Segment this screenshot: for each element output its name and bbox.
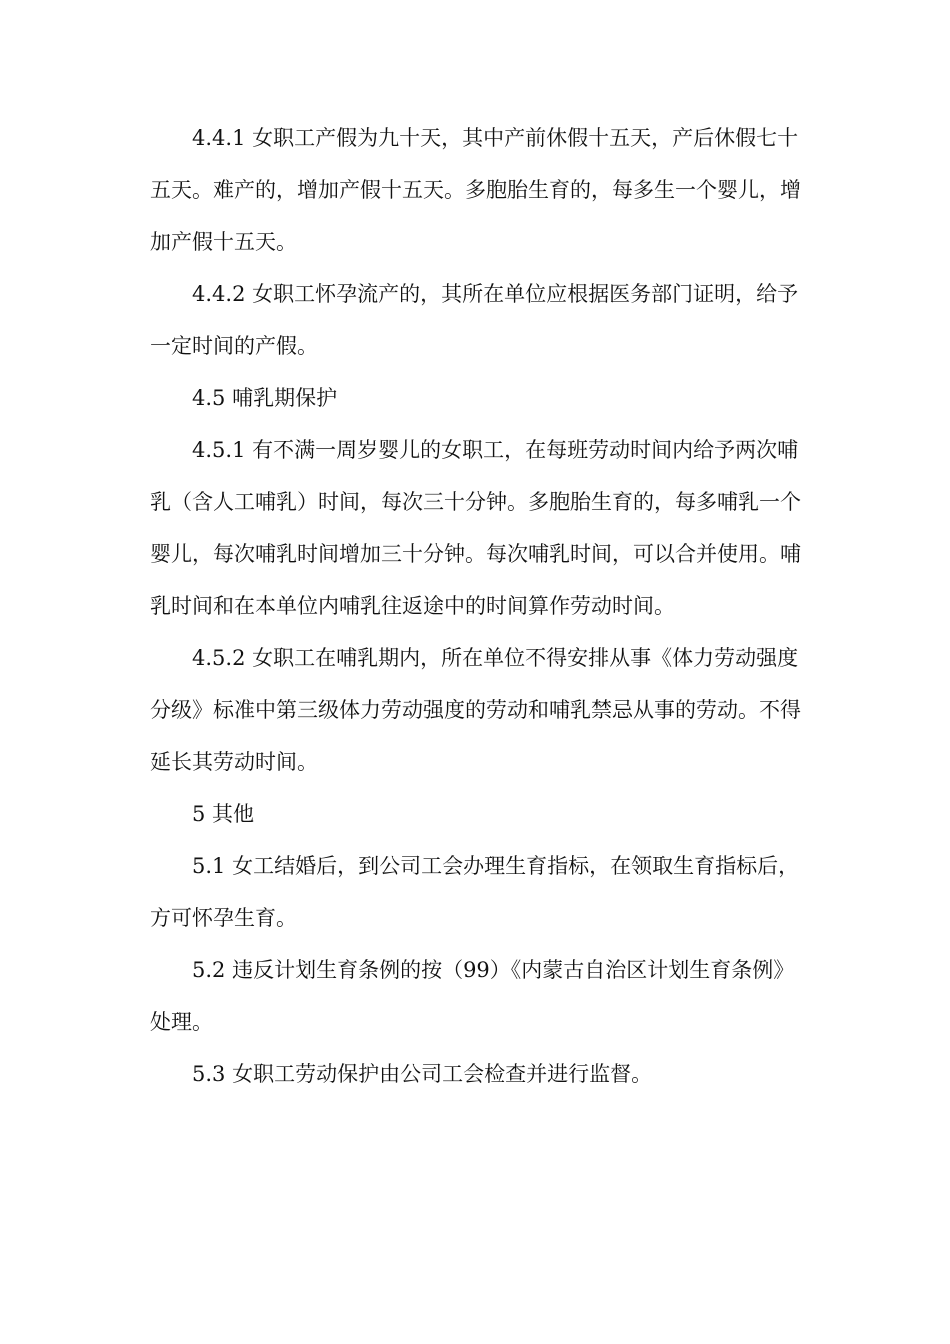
paragraph-4-5-2: 4.5.2 女职工在哺乳期内，所在单位不得安排从事《体力劳动强度分级》标准中第三级体力劳动强度的劳动和哺乳禁忌从事的劳动。不得延长其劳动时间。 xyxy=(150,646,801,774)
paragraph-5-2: 5.2 违反计划生育条例的按（99）《内蒙古自治区计划生育条例》处理。 xyxy=(150,958,795,1034)
paragraph-5-1: 5.1 女工结婚后，到公司工会办理生育指标，在领取生育指标后，方可怀孕生育。 xyxy=(150,854,800,930)
paragraph-4-4-1: 4.4.1 女职工产假为九十天，其中产前休假十五天，产后休假七十五天。难产的，增加产假十五天。多胞胎生育的，每多生一个婴儿，增加产假十五天。 xyxy=(150,126,801,254)
paragraph-4-5-1: 4.5.1 有不满一周岁婴儿的女职工，在每班劳动时间内给予两次哺乳（含人工哺乳）时间，每次三十分钟。多胞胎生育的，每多哺乳一个婴儿，每次哺乳时间增加三十分钟。每次哺乳时间，可以合并使用。哺乳时间和在本单位内哺乳往返途中的时间算作劳动时间。 xyxy=(150,438,801,618)
section-heading-5: 5 其他 xyxy=(192,802,255,826)
paragraph-5-3: 5.3 女职工劳动保护由公司工会检查并进行监督。 xyxy=(192,1062,653,1086)
paragraph-4-4-2: 4.4.2 女职工怀孕流产的，其所在单位应根据医务部门证明，给予一定时间的产假。 xyxy=(150,282,799,358)
document-body xyxy=(150,112,810,1100)
section-heading-4-5: 4.5 哺乳期保护 xyxy=(192,386,338,410)
